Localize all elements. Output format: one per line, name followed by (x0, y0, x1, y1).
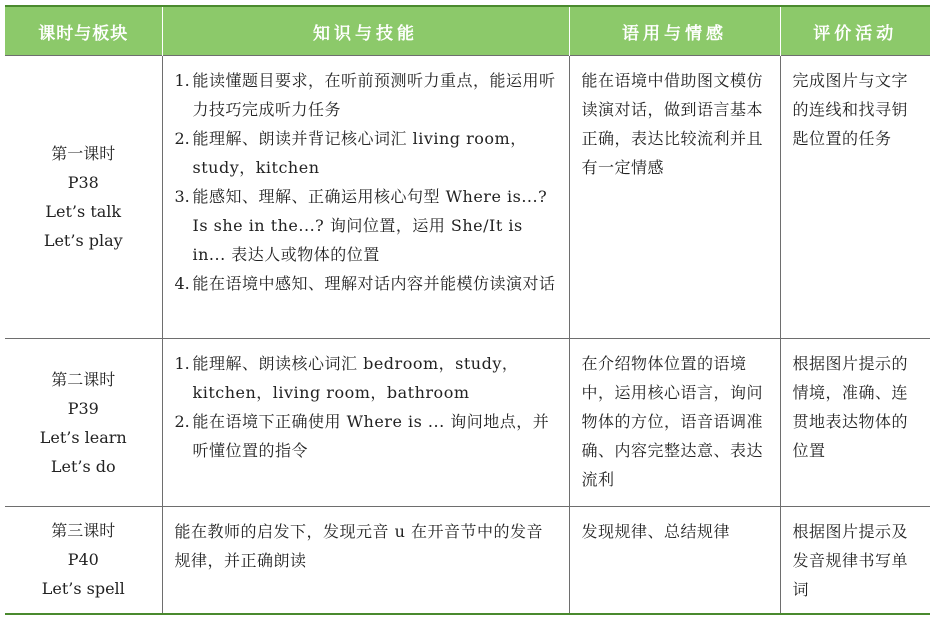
lesson-name: 第一课时 (51, 144, 116, 163)
list-item: 1. 能读懂题目要求，在听前预测听力重点，能运用听力技巧完成听力任务 (174, 71, 556, 119)
pragmatics-cell: 发现规律、总结规律 (569, 507, 780, 614)
lesson-cell (5, 56, 162, 339)
table-row (5, 56, 930, 339)
lesson-page: P38 (67, 173, 99, 192)
list-item: 1. 能理解、朗读核心词汇 bedroom，study，kitchen，living room，bathroom (174, 354, 519, 402)
list-item: 2. 能理解、朗读并背记核心词汇 living room，study，kitchen (174, 129, 527, 177)
skills-cell (162, 339, 569, 507)
lesson-name: 第二课时 (51, 369, 116, 389)
lesson-section: Let’s learn (39, 427, 127, 447)
skills-cell (162, 56, 569, 339)
header-lesson: 课时与板块 (5, 6, 162, 56)
skills-cell: 能在教师的启发下，发现元音 u 在开音节中的发音规律，并正确朗读 (162, 507, 569, 614)
lesson-page: P39 (67, 398, 99, 418)
skills-list (175, 349, 559, 465)
table-row (5, 507, 930, 614)
table-row (5, 339, 930, 507)
pragmatics-cell: 在介绍物体位置的语境中，运用核心语言，询问物体的方位，语音语调准确、内容完整达意、表达流利 (569, 339, 780, 507)
pragmatics-cell: 能在语境中借助图文模仿读演对话，做到语言基本正确，表达比较流利并且有一定情感 (569, 56, 780, 339)
evaluation-cell: 完成图片与文字的连线和找寻钥匙位置的任务 (780, 56, 930, 339)
evaluation-cell: 根据图片提示的情境，准确、连贯地表达物体的位置 (780, 339, 930, 507)
list-item: 3. 能感知、理解、正确运用核心句型 Where is...? Is she in the...? 询问位置，运用 She/It is in... 表达人或物体的位置 (174, 187, 548, 264)
lesson-section: Let’s spell (41, 579, 125, 599)
lesson-section: Let’s do (50, 456, 116, 476)
header-skills: 知识与技能 (162, 6, 569, 56)
skills-list (175, 66, 559, 298)
header-pragmatics: 语用与情感 (569, 6, 780, 56)
lesson-cell (5, 507, 162, 614)
lesson-section: Let’s play (43, 231, 123, 250)
header-evaluation: 评价活动 (780, 6, 930, 56)
evaluation-cell: 根据图片提示及发音规律书写单词 (780, 507, 930, 614)
lesson-name: 第三课时 (51, 521, 116, 541)
list-item: 2. 能在语境下正确使用 Where is ... 询问地点，并听懂位置的指令 (174, 412, 550, 460)
lesson-page: P40 (67, 550, 99, 570)
lesson-section: Let’s talk (45, 202, 122, 221)
table-header-row (5, 6, 930, 56)
lesson-cell (5, 339, 162, 507)
list-item: 4. 能在语境中感知、理解对话内容并能模仿读演对话 (174, 274, 556, 293)
lesson-plan-table (5, 5, 930, 615)
